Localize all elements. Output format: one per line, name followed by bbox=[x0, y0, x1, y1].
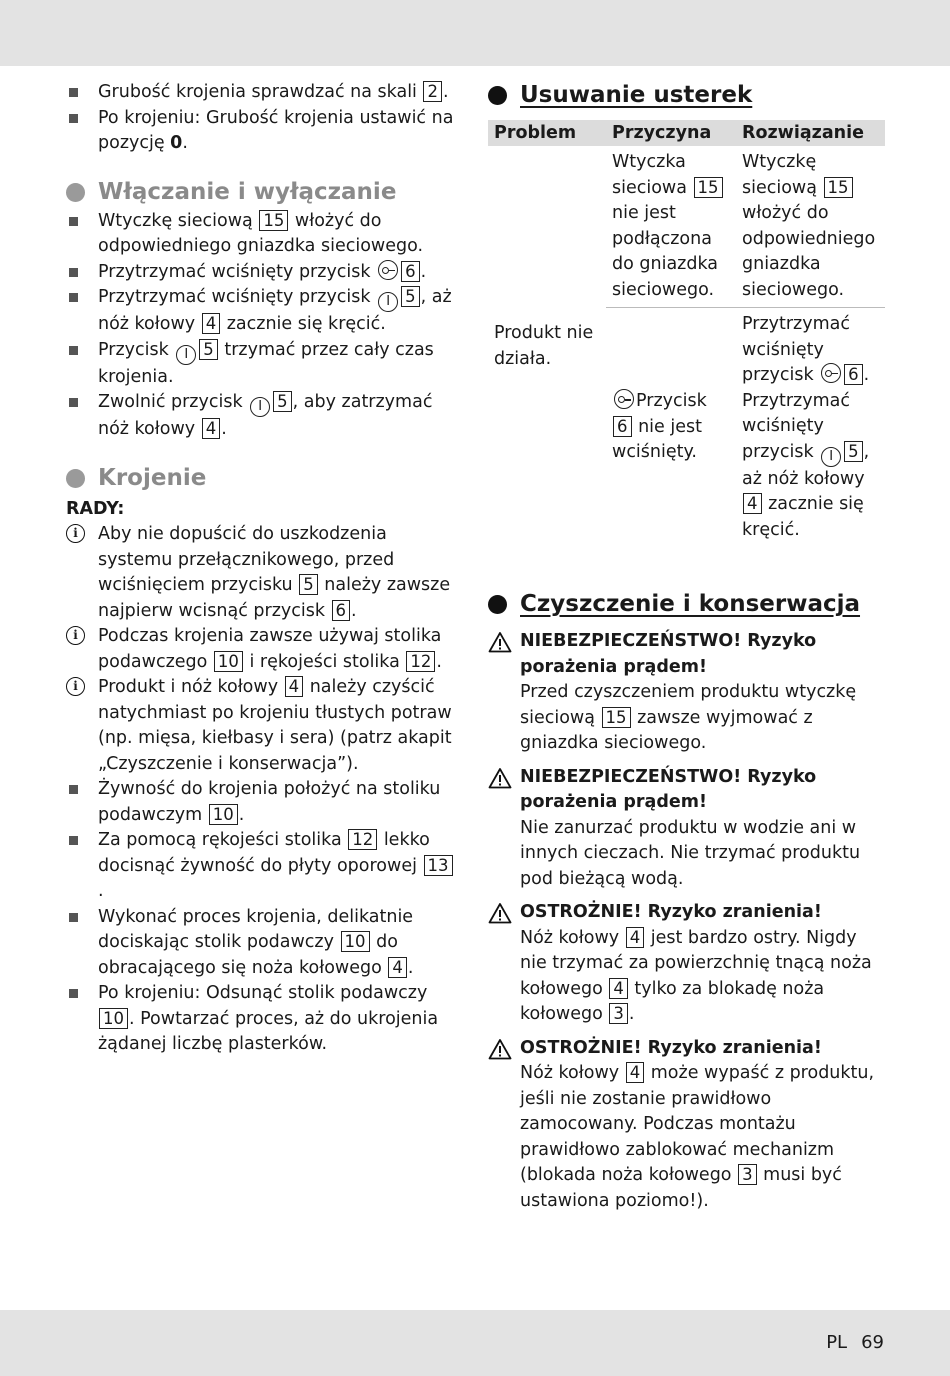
warning-text bbox=[520, 816, 886, 893]
warning-title: NIEBEZPIECZEŃSTWO! Ryzyko porażenia prądem! bbox=[520, 766, 817, 812]
part-number-box: 15 bbox=[259, 210, 288, 231]
text-run: Żywność do krojenia położyć na stoliku podawczym bbox=[98, 779, 441, 825]
part-number-box: 6 bbox=[401, 261, 420, 282]
text-run: Przytrzymać wciśnięty przycisk bbox=[98, 287, 377, 307]
text-run: włożyć do odpowiedniego gniazdka sieciowego. bbox=[742, 203, 876, 300]
list-item bbox=[66, 777, 456, 828]
text-run: Przycisk bbox=[636, 391, 707, 412]
table-cell-cause bbox=[606, 146, 736, 308]
text-run: do obracającego się noża kołowego bbox=[98, 932, 398, 978]
warning-list bbox=[488, 629, 886, 1214]
section-heading-cleaning bbox=[488, 589, 886, 619]
tip-item bbox=[66, 522, 456, 624]
part-number-box: 5 bbox=[199, 339, 218, 360]
text-run: tylko za blokadę noża kołowego bbox=[520, 978, 825, 1024]
table-row bbox=[488, 146, 885, 308]
header-band bbox=[0, 0, 950, 66]
section-title: Usuwanie usterek bbox=[520, 82, 753, 108]
list-item bbox=[66, 209, 456, 260]
table-cell-solution bbox=[736, 308, 885, 548]
text-run: Nie zanurzać produktu w wodzie ani w innych cieczach. Nie trzymać produktu pod bieżącą wodą. bbox=[520, 817, 861, 889]
text-run: należy zawsze najpierw wcisnąć przycisk bbox=[98, 575, 451, 621]
section-heading-switching bbox=[66, 177, 456, 207]
text-run: Aby nie dopuścić do uszkodzenia systemu przełącznikowego, przed wciśnięciem przycisku bbox=[98, 524, 395, 595]
bold-text: 0 bbox=[170, 133, 183, 153]
warning-block bbox=[488, 765, 886, 893]
text-run: . bbox=[628, 1004, 635, 1024]
switching-list bbox=[66, 209, 456, 443]
list-item bbox=[66, 905, 456, 982]
part-number-box: 15 bbox=[602, 707, 631, 728]
text-run: , aż nóż kołowy bbox=[98, 287, 452, 334]
square-bullet-icon bbox=[69, 398, 78, 407]
list-item bbox=[66, 828, 456, 905]
text-run: włożyć do odpowiedniego gniazdka sieciowego. bbox=[98, 210, 424, 256]
list-item bbox=[66, 390, 456, 443]
text-run: , aby zatrzymać nóż kołowy bbox=[98, 392, 433, 439]
text-run: Przed czyszczeniem produktu wtyczkę sieciową bbox=[520, 682, 857, 728]
text-run: należy czyścić natychmiast po krojeniu tłustych potraw (np. mięsa, kiełbasy i sera) (patrz akapit „Czyszczenie i konserwacja”). bbox=[98, 677, 452, 774]
bullet-dot-icon bbox=[66, 183, 85, 202]
part-number-box: 3 bbox=[738, 1164, 757, 1185]
part-number-box: 10 bbox=[341, 931, 370, 952]
warning-text bbox=[520, 926, 886, 1028]
part-number-box: 4 bbox=[202, 418, 221, 439]
text-run: . bbox=[351, 600, 357, 621]
text-run: Podczas krojenia zawsze używaj stolika podawczego bbox=[98, 626, 442, 672]
table-header: Rozwiązanie bbox=[736, 120, 885, 146]
tips-label: RADY: bbox=[66, 498, 125, 519]
table-cell-problem: Produkt nie działa. bbox=[494, 323, 594, 369]
part-number-box: 5 bbox=[299, 574, 318, 595]
text-run: Nóż kołowy bbox=[520, 1063, 625, 1083]
section-title: Czyszczenie i konserwacja bbox=[520, 591, 861, 617]
part-number-box: 5 bbox=[844, 441, 863, 462]
page-footer bbox=[826, 1332, 884, 1353]
square-bullet-icon bbox=[69, 913, 78, 922]
warning-title: OSTROŻNIE! Ryzyko zranienia! bbox=[520, 902, 822, 922]
part-number-box: 5 bbox=[273, 391, 292, 412]
text-run: jest bardzo ostry. Nigdy nie trzymać za powierzchnię tnącą noża kołowego bbox=[520, 927, 872, 999]
part-number-box: 10 bbox=[209, 804, 238, 825]
text-run: . bbox=[420, 261, 427, 282]
text-run: Wtyczkę sieciową bbox=[98, 210, 259, 231]
square-bullet-icon bbox=[69, 836, 78, 845]
part-number-box: 15 bbox=[824, 177, 853, 198]
power-button-icon: I bbox=[250, 397, 270, 417]
text-run: nie jest wciśnięty. bbox=[612, 416, 702, 463]
text-run: trzymać przez cały czas krojenia. bbox=[98, 339, 434, 387]
bullet-dot-icon bbox=[488, 595, 507, 614]
square-bullet-icon bbox=[69, 217, 78, 226]
text-run: Zwolnić przycisk bbox=[98, 392, 249, 412]
text-run: . Powtarzać proces, aż do ukrojenia żądanej liczbę plasterków. bbox=[98, 1008, 439, 1054]
square-bullet-icon bbox=[69, 268, 78, 277]
section-title: Włączanie i wyłączanie bbox=[98, 178, 397, 205]
tips-list bbox=[66, 522, 456, 777]
part-number-box: 15 bbox=[694, 177, 723, 198]
part-number-box: 3 bbox=[609, 1003, 628, 1024]
text-run: i rękojeści stolika bbox=[243, 651, 406, 672]
tip-item bbox=[66, 624, 456, 675]
text-run: musi być ustawiona poziomo!). bbox=[520, 1165, 842, 1211]
power-button-icon: I bbox=[821, 447, 841, 467]
top-bullet-list bbox=[66, 80, 456, 157]
list-item bbox=[66, 338, 456, 391]
text-run: . bbox=[98, 881, 104, 901]
text-run: . bbox=[182, 133, 188, 153]
text-run: Przycisk bbox=[98, 339, 175, 360]
part-number-box: 12 bbox=[406, 651, 435, 672]
part-number-box: 4 bbox=[743, 493, 762, 514]
page-number: 69 bbox=[861, 1332, 884, 1353]
text-run: nie jest podłączona do gniazdka sieciowego. bbox=[612, 203, 719, 300]
slicing-list bbox=[66, 777, 456, 1058]
footer-band bbox=[0, 1310, 950, 1376]
text-run: Po krojeniu: Grubość krojenia ustawić na pozycję bbox=[98, 107, 454, 153]
text-run: Grubość krojenia sprawdzać na skali bbox=[98, 82, 423, 102]
power-button-icon: I bbox=[378, 292, 398, 312]
troubleshooting-table bbox=[488, 120, 885, 547]
warning-block bbox=[488, 1036, 886, 1215]
bullet-dot-icon bbox=[488, 86, 507, 105]
list-item bbox=[66, 285, 456, 338]
square-bullet-icon bbox=[69, 88, 78, 97]
square-bullet-icon bbox=[69, 989, 78, 998]
text-run: Przytrzymać wciśnięty przycisk bbox=[98, 261, 377, 282]
part-number-box: 12 bbox=[348, 829, 377, 850]
table-cell-solution bbox=[736, 146, 885, 308]
text-run: Wtyczka sieciowa bbox=[612, 152, 693, 198]
lock-icon bbox=[821, 363, 841, 383]
part-number-box: 2 bbox=[423, 81, 442, 102]
warning-text bbox=[520, 1061, 886, 1214]
warning-block bbox=[488, 629, 886, 757]
list-item bbox=[66, 981, 456, 1058]
lock-icon bbox=[378, 260, 398, 280]
part-number-box: 4 bbox=[626, 1062, 645, 1083]
part-number-box: 4 bbox=[388, 957, 407, 978]
right-column bbox=[488, 80, 886, 1214]
table-header: Przyczyna bbox=[606, 120, 736, 146]
info-icon: i bbox=[66, 524, 85, 543]
text-run: Wykonać proces krojenia, delikatnie dociskając stolik podawczy bbox=[98, 906, 414, 952]
text-run: , aż nóż kołowy bbox=[742, 441, 870, 489]
section-title: Krojenie bbox=[98, 464, 207, 491]
part-number-box: 4 bbox=[202, 313, 221, 334]
text-run: może wypaść z produktu, jeśli nie zostanie prawidłowo zamocowany. Podczas montażu prawidłowo zablokować mechanizm (blokada noża kołowego bbox=[520, 1063, 875, 1185]
square-bullet-icon bbox=[69, 114, 78, 123]
text-run: zacznie się kręcić. bbox=[742, 494, 864, 540]
part-number-box: 10 bbox=[99, 1008, 128, 1029]
warning-block bbox=[488, 900, 886, 1028]
text-run: . Przytrzymać wciśnięty przycisk bbox=[742, 365, 870, 462]
text-run: . bbox=[407, 957, 414, 978]
part-number-box: 6 bbox=[613, 416, 632, 437]
list-item bbox=[66, 260, 456, 286]
square-bullet-icon bbox=[69, 293, 78, 302]
part-number-box: 4 bbox=[609, 978, 628, 999]
text-run: zawsze wyjmować z gniazdka sieciowego. bbox=[520, 707, 813, 753]
part-number-box: 4 bbox=[285, 676, 304, 697]
section-heading-slicing bbox=[66, 463, 456, 493]
part-number-box: 6 bbox=[332, 600, 351, 621]
info-icon: i bbox=[66, 677, 85, 696]
bullet-dot-icon bbox=[66, 469, 85, 488]
warning-title: NIEBEZPIECZEŃSTWO! Ryzyko porażenia prądem! bbox=[520, 631, 817, 677]
power-button-icon: I bbox=[176, 345, 196, 365]
tip-item bbox=[66, 675, 456, 777]
text-run: Po krojeniu: Odsunąć stolik podawczy bbox=[98, 983, 428, 1003]
text-run: lekko docisnąć żywność do płyty oporowej bbox=[98, 830, 430, 876]
lock-icon bbox=[614, 389, 634, 409]
list-item bbox=[66, 80, 456, 106]
table-header: Problem bbox=[488, 120, 606, 146]
text-run: . bbox=[436, 651, 442, 672]
text-run: . bbox=[442, 82, 449, 102]
section-heading-troubleshooting bbox=[488, 80, 886, 110]
text-run: . bbox=[221, 419, 227, 439]
table-cell-cause bbox=[606, 308, 736, 548]
text-run: zacznie się kręcić. bbox=[221, 314, 386, 334]
language-code: PL bbox=[826, 1332, 848, 1353]
square-bullet-icon bbox=[69, 785, 78, 794]
warning-text bbox=[520, 680, 886, 757]
text-run: Wtyczkę sieciową bbox=[742, 152, 823, 198]
text-run: Produkt i nóż kołowy bbox=[98, 677, 284, 697]
text-run: Przytrzymać wciśnięty przycisk bbox=[742, 314, 850, 385]
square-bullet-icon bbox=[69, 346, 78, 355]
warning-title: OSTROŻNIE! Ryzyko zranienia! bbox=[520, 1037, 822, 1058]
text-run: . bbox=[238, 804, 245, 825]
part-number-box: 13 bbox=[424, 855, 453, 876]
info-icon: i bbox=[66, 626, 85, 645]
part-number-box: 10 bbox=[214, 651, 243, 672]
list-item bbox=[66, 106, 456, 157]
text-run: Nóż kołowy bbox=[520, 927, 625, 948]
table-header-row bbox=[488, 120, 885, 146]
text-run: Za pomocą rękojeści stolika bbox=[98, 830, 348, 850]
part-number-box: 6 bbox=[844, 364, 863, 385]
part-number-box: 5 bbox=[401, 286, 420, 307]
part-number-box: 4 bbox=[626, 927, 645, 948]
left-column bbox=[66, 80, 456, 1058]
